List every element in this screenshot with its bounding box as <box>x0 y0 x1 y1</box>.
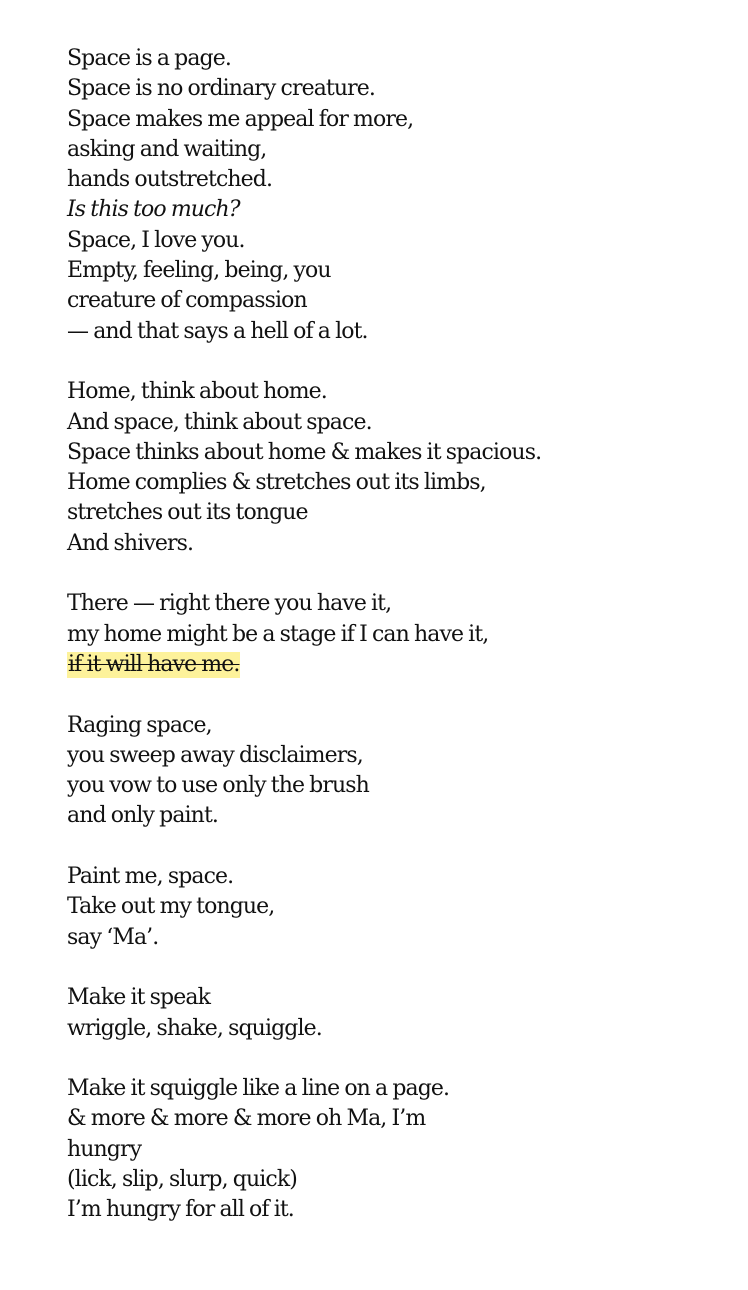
poem-line: asking and waiting, <box>67 136 267 162</box>
stanza-1 <box>67 44 707 347</box>
poem-line: (lick, slip, slurp, quick) <box>67 1166 297 1192</box>
poem-line: hands outstretched. <box>67 167 273 193</box>
poem-line-struck-wrapper <box>67 650 707 680</box>
poem-line: Space makes me appeal for more, <box>67 106 414 132</box>
poem-line: say ‘Ma’. <box>67 924 159 950</box>
stanza-6 <box>67 983 707 1044</box>
poem-line: and only paint. <box>67 803 218 829</box>
stanza-5 <box>67 862 707 953</box>
poem-line: Make it speak <box>67 985 210 1011</box>
poem-line-italic: Is this too much? <box>67 197 240 223</box>
stanza-2 <box>67 377 707 559</box>
poem-line: Space thinks about home & makes it spacious. <box>67 439 542 465</box>
poem-line: Space, I love you. <box>67 227 245 253</box>
poem-line: you vow to use only the brush <box>67 773 369 799</box>
poem-line: Empty, feeling, being, you <box>67 258 331 284</box>
poem-line: you sweep away disclaimers, <box>67 742 363 768</box>
poem-line: my home might be a stage if I can have it, <box>67 621 489 647</box>
poem-line: wriggle, shake, squiggle. <box>67 1015 322 1041</box>
poem-line: Take out my tongue, <box>67 894 275 920</box>
poem-line: Space is a page. <box>67 46 231 71</box>
poem-line: & more & more & more oh Ma, I’m <box>67 1106 426 1132</box>
poem-line: Home complies & stretches out its limbs, <box>67 470 486 496</box>
poem-line: And shivers. <box>67 530 194 556</box>
stanza-3 <box>67 589 707 680</box>
stanza-4 <box>67 711 707 832</box>
poem-line: Home, think about home. <box>67 379 327 405</box>
stanza-7 <box>67 1074 707 1225</box>
poem-line: And space, think about space. <box>67 409 372 435</box>
poem-line: There — right there you have it, <box>67 591 392 617</box>
poem-line: stretches out its tongue <box>67 500 308 526</box>
poem-line: Raging space, <box>67 712 212 738</box>
poem-line: creature of compassion <box>67 288 307 314</box>
poem-line: hungry <box>67 1136 142 1162</box>
poem-line: Space is no ordinary creature. <box>67 76 375 102</box>
poem-line: Paint me, space. <box>67 864 234 890</box>
poem <box>67 44 707 1226</box>
poem-line: Make it squiggle like a line on a page. <box>67 1076 450 1102</box>
poem-line: — and that says a hell of a lot. <box>67 318 368 344</box>
highlighted-struck-text: if it will have me. <box>68 651 240 677</box>
poem-line: I’m hungry for all of it. <box>67 1197 294 1223</box>
